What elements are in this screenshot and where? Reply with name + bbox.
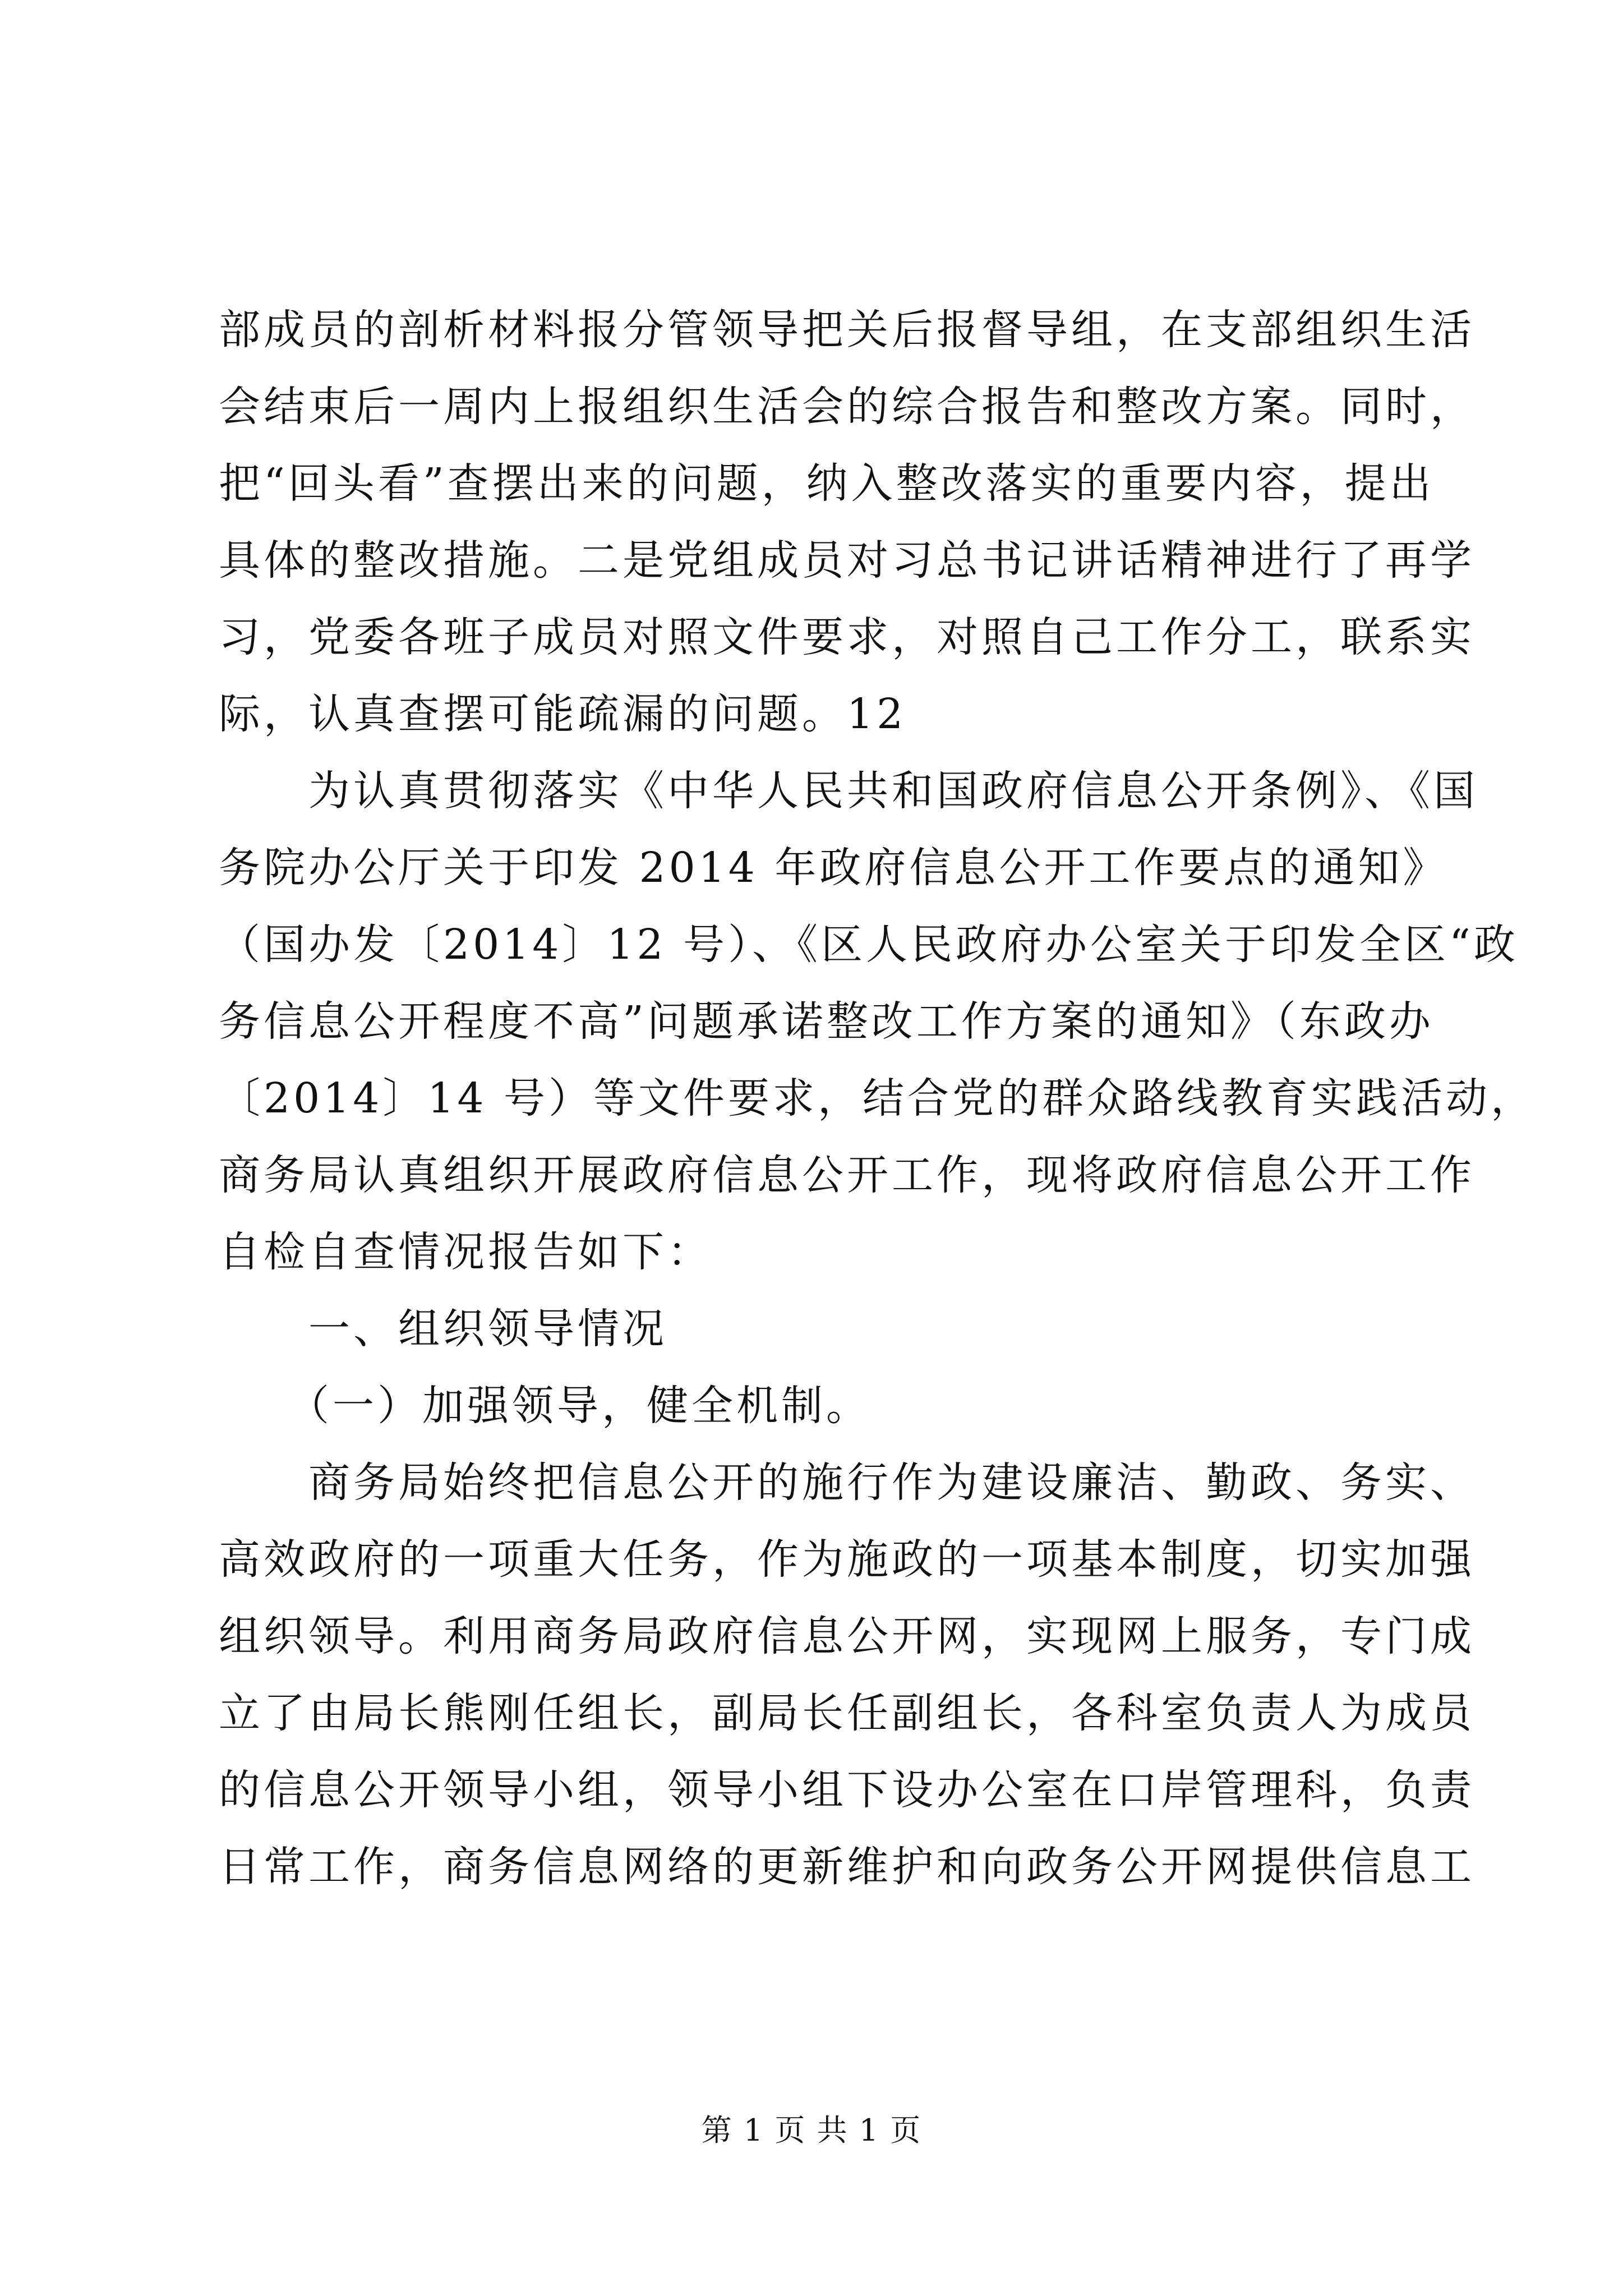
text-line: 具体的整改措施。二是党组成员对习总书记讲话精神进行了再学 bbox=[219, 536, 1475, 585]
text-line: 商务局始终把信息公开的施行作为建设廉洁、勤政、务实、 bbox=[219, 1458, 1475, 1507]
document-body bbox=[219, 292, 1536, 1906]
text-line: 日常工作，商务信息网络的更新维护和向政务公开网提供信息工 bbox=[219, 1843, 1475, 1891]
text-line: 〔2014〕14 号）等文件要求，结合党的群众路线教育实践活动， bbox=[219, 1074, 1536, 1122]
text-line: 自检自查情况报告如下： bbox=[219, 1228, 712, 1276]
text-line: 把“回头看”查摆出来的问题，纳入整改落实的重要内容，提出 bbox=[219, 459, 1435, 508]
text-line: 商务局认真组织开展政府信息公开工作，现将政府信息公开工作 bbox=[219, 1151, 1475, 1199]
section-heading: 一、组织领导情况 bbox=[219, 1305, 667, 1353]
text-line: （国办发〔2014〕12 号）、《区人民政府办公室关于印发全区“政 bbox=[219, 921, 1519, 969]
text-line: 的信息公开领导小组，领导小组下设办公室在口岸管理科，负责 bbox=[219, 1766, 1475, 1814]
text-line: 部成员的剖析材料报分管领导把关后报督导组，在支部组织生活 bbox=[219, 306, 1475, 354]
page-footer: 第 1 页 共 1 页 bbox=[701, 2113, 922, 2148]
subsection-heading: （一）加强领导，健全机制。 bbox=[219, 1382, 871, 1430]
text-line: 组织领导。利用商务局政府信息公开网，实现网上服务，专门成 bbox=[219, 1612, 1475, 1660]
text-line: 务信息公开程度不高”问题承诺整改工作方案的通知》（东政办 bbox=[219, 997, 1434, 1046]
text-line: 际，认真查摆可能疏漏的问题。12 bbox=[219, 690, 907, 738]
text-line: 高效政府的一项重大任务，作为施政的一项基本制度，切实加强 bbox=[219, 1535, 1475, 1584]
text-line: 务院办公厅关于印发 2014 年政府信息公开工作要点的通知》 bbox=[219, 844, 1448, 892]
text-line: 立了由局长熊刚任组长，副局长任副组长，各科室负责人为成员 bbox=[219, 1689, 1475, 1737]
text-line: 为认真贯彻落实《中华人民共和国政府信息公开条例》、《国 bbox=[219, 767, 1478, 815]
text-line: 习，党委各班子成员对照文件要求，对照自己工作分工，联系实 bbox=[219, 613, 1475, 661]
text-line: 会结束后一周内上报组织生活会的综合报告和整改方案。同时， bbox=[219, 383, 1475, 431]
